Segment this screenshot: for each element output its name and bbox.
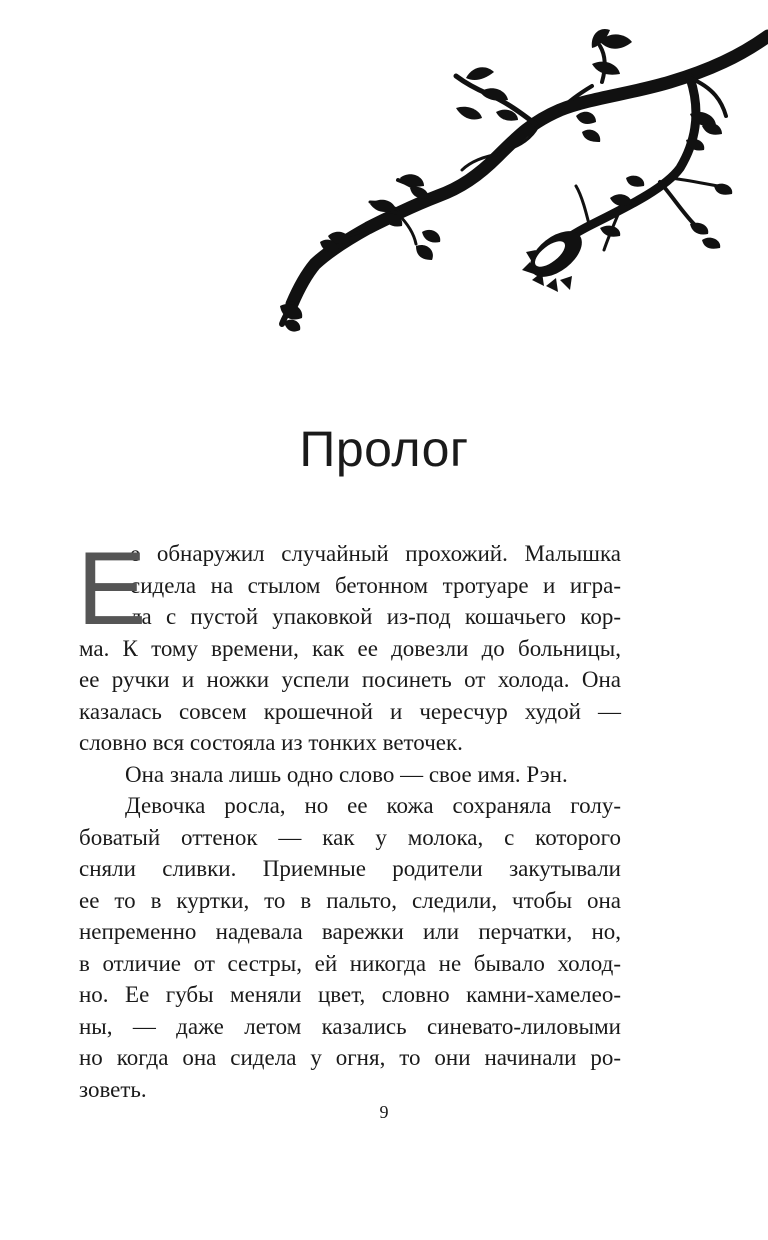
text-line: но. Ее губы меняли цвет, словно камни-хамелео- [79,982,621,1007]
text-line: но когда она сидела у огня, то они начинали ро- [79,1045,621,1070]
text-line: ны, — даже летом казались синевато-лиловыми [79,1013,621,1039]
tree-branch-with-nest-icon [270,28,768,338]
text-line: казалась совсем крошечной и чересчур худой — [79,698,621,724]
text-line: ма. К тому времени, как ее довезли до больницы, [79,635,621,661]
chapter-title: Пролог [299,421,469,477]
text-line: зоветь. [79,1076,147,1102]
drop-cap: Е [77,531,147,647]
text-line: сняли сливки. Приемные родители закутывали [79,856,621,881]
text-line: Девочка росла, но ее кожа сохраняла голу- [125,793,621,818]
text-line: в отличие от сестры, ей никогда не бывало холод- [79,950,621,976]
text-line: сидела на стылом бетонном тротуаре и игра- [130,572,621,598]
text-line: ла с пустой упаковкой из-под кошачьего кор- [130,604,621,629]
text-line: непременно надевала варежки или перчатки, но, [79,919,621,944]
text-line: ее ручки и ножки успели посинеть от холода. Она [79,667,621,692]
text-line: боватый оттенок — как у молока, с которого [79,824,621,850]
text-line: ее то в куртки, то в пальто, следили, чтобы она [79,887,621,913]
text-line: словно вся состояла из тонких веточек. [79,730,463,755]
body-text [77,531,621,1105]
text-line: Она знала лишь одно слово — свое имя. Рэн. [125,761,568,787]
page-number: 9 [379,1102,389,1122]
text-line: е обнаружил случайный прохожий. Малышка [130,541,621,566]
